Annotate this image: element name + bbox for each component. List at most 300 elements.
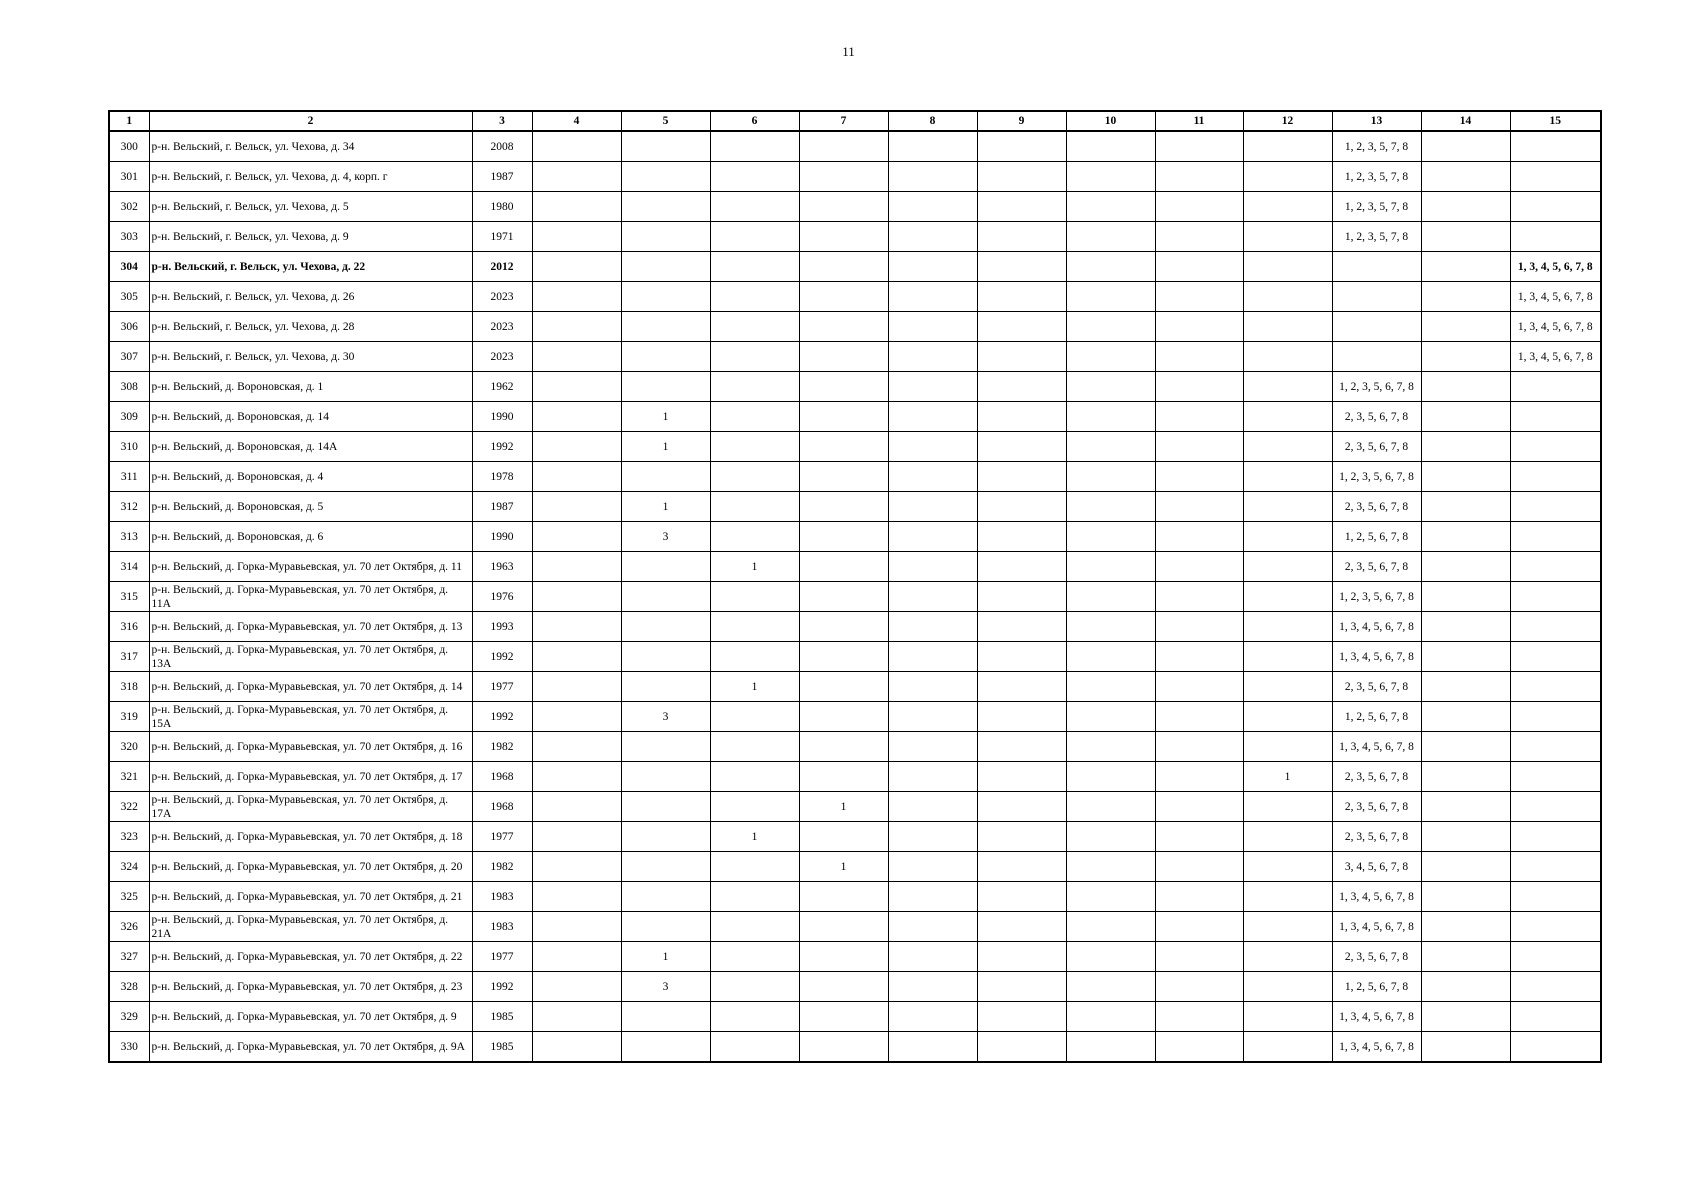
col15-cell <box>1510 672 1601 702</box>
year-cell: 1977 <box>472 942 532 972</box>
col5-cell <box>621 762 710 792</box>
column-header: 5 <box>621 111 710 131</box>
col5-cell: 1 <box>621 432 710 462</box>
col10-cell <box>1066 312 1155 342</box>
col14-cell <box>1421 1002 1510 1032</box>
col7-cell: 1 <box>799 852 888 882</box>
col7-cell <box>799 492 888 522</box>
col11-cell <box>1155 252 1243 282</box>
address-cell: р-н. Вельский, д. Горка-Муравьевская, ул. 70 лет Октября, д. 9 <box>149 1002 472 1032</box>
row-number-cell: 318 <box>109 672 149 702</box>
row-number-cell: 313 <box>109 522 149 552</box>
col11-cell <box>1155 522 1243 552</box>
col15-cell <box>1510 702 1601 732</box>
col9-cell <box>977 672 1066 702</box>
col15-cell <box>1510 762 1601 792</box>
col4-cell <box>532 912 621 942</box>
row-number-cell: 305 <box>109 282 149 312</box>
col9-cell <box>977 1002 1066 1032</box>
column-header: 11 <box>1155 111 1243 131</box>
col5-cell <box>621 222 710 252</box>
registry-body <box>109 131 1601 1062</box>
col12-cell <box>1243 372 1332 402</box>
col5-cell <box>621 642 710 672</box>
col11-cell <box>1155 462 1243 492</box>
col12-cell <box>1243 912 1332 942</box>
col12-cell <box>1243 612 1332 642</box>
col4-cell <box>532 882 621 912</box>
col15-cell <box>1510 852 1601 882</box>
col10-cell <box>1066 852 1155 882</box>
address-cell: р-н. Вельский, д. Горка-Муравьевская, ул. 70 лет Октября, д. 9А <box>149 1032 472 1063</box>
col10-cell <box>1066 192 1155 222</box>
year-cell: 1987 <box>472 162 532 192</box>
table-row <box>109 192 1601 222</box>
col8-cell <box>888 492 977 522</box>
col13-cell: 1, 2, 3, 5, 7, 8 <box>1332 162 1421 192</box>
col8-cell <box>888 792 977 822</box>
col4-cell <box>532 762 621 792</box>
col8-cell <box>888 402 977 432</box>
table-row <box>109 372 1601 402</box>
year-cell: 1992 <box>472 642 532 672</box>
row-number-cell: 317 <box>109 642 149 672</box>
col12-cell <box>1243 192 1332 222</box>
year-cell: 1968 <box>472 792 532 822</box>
col14-cell <box>1421 642 1510 672</box>
col8-cell <box>888 1032 977 1063</box>
year-cell: 2008 <box>472 131 532 162</box>
col13-cell: 1, 3, 4, 5, 6, 7, 8 <box>1332 642 1421 672</box>
col11-cell <box>1155 131 1243 162</box>
col7-cell <box>799 612 888 642</box>
col10-cell <box>1066 342 1155 372</box>
col10-cell <box>1066 702 1155 732</box>
year-cell: 2023 <box>472 342 532 372</box>
col4-cell <box>532 582 621 612</box>
col10-cell <box>1066 492 1155 522</box>
col13-cell: 1, 2, 5, 6, 7, 8 <box>1332 972 1421 1002</box>
table-row <box>109 942 1601 972</box>
col7-cell <box>799 552 888 582</box>
col10-cell <box>1066 462 1155 492</box>
col4-cell <box>532 852 621 882</box>
col5-cell <box>621 162 710 192</box>
address-cell: р-н. Вельский, д. Горка-Муравьевская, ул. 70 лет Октября, д. 16 <box>149 732 472 762</box>
col12-cell <box>1243 462 1332 492</box>
col12-cell <box>1243 522 1332 552</box>
row-number-cell: 322 <box>109 792 149 822</box>
row-number-cell: 311 <box>109 462 149 492</box>
col8-cell <box>888 282 977 312</box>
col6-cell <box>710 882 799 912</box>
row-number-cell: 303 <box>109 222 149 252</box>
col11-cell <box>1155 822 1243 852</box>
col6-cell <box>710 582 799 612</box>
address-cell: р-н. Вельский, г. Вельск, ул. Чехова, д. 9 <box>149 222 472 252</box>
col6-cell <box>710 402 799 432</box>
col14-cell <box>1421 612 1510 642</box>
col10-cell <box>1066 642 1155 672</box>
table-row <box>109 252 1601 282</box>
col6-cell <box>710 732 799 762</box>
col4-cell <box>532 732 621 762</box>
col4-cell <box>532 252 621 282</box>
row-number-cell: 310 <box>109 432 149 462</box>
header-row <box>109 111 1601 131</box>
col8-cell <box>888 252 977 282</box>
col15-cell <box>1510 192 1601 222</box>
col11-cell <box>1155 612 1243 642</box>
col11-cell <box>1155 1002 1243 1032</box>
col15-cell: 1, 3, 4, 5, 6, 7, 8 <box>1510 342 1601 372</box>
col13-cell: 1, 3, 4, 5, 6, 7, 8 <box>1332 1002 1421 1032</box>
col4-cell <box>532 522 621 552</box>
col5-cell <box>621 882 710 912</box>
col13-cell: 2, 3, 5, 6, 7, 8 <box>1332 792 1421 822</box>
col14-cell <box>1421 792 1510 822</box>
table-row <box>109 342 1601 372</box>
col6-cell <box>710 912 799 942</box>
year-cell: 1987 <box>472 492 532 522</box>
col6-cell <box>710 131 799 162</box>
table-row <box>109 792 1601 822</box>
col6-cell <box>710 942 799 972</box>
col4-cell <box>532 702 621 732</box>
col6-cell <box>710 702 799 732</box>
col9-cell <box>977 162 1066 192</box>
col15-cell <box>1510 372 1601 402</box>
col12-cell <box>1243 131 1332 162</box>
col9-cell <box>977 582 1066 612</box>
col11-cell <box>1155 882 1243 912</box>
address-cell: р-н. Вельский, д. Вороновская, д. 6 <box>149 522 472 552</box>
row-number-cell: 315 <box>109 582 149 612</box>
table-row <box>109 462 1601 492</box>
address-cell: р-н. Вельский, д. Горка-Муравьевская, ул. 70 лет Октября, д. 18 <box>149 822 472 852</box>
col6-cell <box>710 972 799 1002</box>
table-row <box>109 822 1601 852</box>
col14-cell <box>1421 342 1510 372</box>
col6-cell <box>710 342 799 372</box>
address-cell: р-н. Вельский, г. Вельск, ул. Чехова, д. 22 <box>149 252 472 282</box>
col11-cell <box>1155 342 1243 372</box>
col10-cell <box>1066 1002 1155 1032</box>
row-number-cell: 309 <box>109 402 149 432</box>
col5-cell <box>621 912 710 942</box>
col5-cell: 1 <box>621 402 710 432</box>
address-cell: р-н. Вельский, д. Горка-Муравьевская, ул. 70 лет Октября, д. 13А <box>149 642 472 672</box>
col13-cell: 1, 3, 4, 5, 6, 7, 8 <box>1332 732 1421 762</box>
col9-cell <box>977 972 1066 1002</box>
col15-cell <box>1510 222 1601 252</box>
col8-cell <box>888 1002 977 1032</box>
col6-cell <box>710 312 799 342</box>
col11-cell <box>1155 432 1243 462</box>
col8-cell <box>888 882 977 912</box>
col11-cell <box>1155 282 1243 312</box>
col4-cell <box>532 372 621 402</box>
col7-cell <box>799 882 888 912</box>
address-cell: р-н. Вельский, д. Горка-Муравьевская, ул. 70 лет Октября, д. 22 <box>149 942 472 972</box>
col12-cell <box>1243 432 1332 462</box>
col14-cell <box>1421 552 1510 582</box>
col5-cell <box>621 462 710 492</box>
col7-cell <box>799 222 888 252</box>
col4-cell <box>532 642 621 672</box>
col14-cell <box>1421 252 1510 282</box>
col4-cell <box>532 282 621 312</box>
table-row <box>109 1002 1601 1032</box>
row-number-cell: 304 <box>109 252 149 282</box>
col5-cell <box>621 852 710 882</box>
table-row <box>109 282 1601 312</box>
col12-cell <box>1243 312 1332 342</box>
col11-cell <box>1155 762 1243 792</box>
col6-cell: 1 <box>710 672 799 702</box>
col8-cell <box>888 612 977 642</box>
column-header: 6 <box>710 111 799 131</box>
col10-cell <box>1066 432 1155 462</box>
year-cell: 2023 <box>472 312 532 342</box>
year-cell: 2012 <box>472 252 532 282</box>
col6-cell <box>710 252 799 282</box>
col9-cell <box>977 792 1066 822</box>
row-number-cell: 312 <box>109 492 149 522</box>
year-cell: 1977 <box>472 672 532 702</box>
col7-cell <box>799 402 888 432</box>
year-cell: 1992 <box>472 432 532 462</box>
col9-cell <box>977 612 1066 642</box>
col9-cell <box>977 192 1066 222</box>
col14-cell <box>1421 822 1510 852</box>
col13-cell: 1, 2, 3, 5, 7, 8 <box>1332 222 1421 252</box>
col13-cell <box>1332 342 1421 372</box>
col10-cell <box>1066 1032 1155 1063</box>
col9-cell <box>977 552 1066 582</box>
col8-cell <box>888 192 977 222</box>
col6-cell <box>710 1032 799 1063</box>
col8-cell <box>888 852 977 882</box>
col8-cell <box>888 702 977 732</box>
row-number-cell: 330 <box>109 1032 149 1063</box>
col11-cell <box>1155 492 1243 522</box>
col13-cell: 1, 3, 4, 5, 6, 7, 8 <box>1332 612 1421 642</box>
col14-cell <box>1421 1032 1510 1063</box>
column-header: 7 <box>799 111 888 131</box>
col5-cell: 1 <box>621 492 710 522</box>
col6-cell <box>710 282 799 312</box>
col10-cell <box>1066 372 1155 402</box>
col11-cell <box>1155 192 1243 222</box>
address-cell: р-н. Вельский, г. Вельск, ул. Чехова, д. 4, корп. г <box>149 162 472 192</box>
col4-cell <box>532 492 621 522</box>
col14-cell <box>1421 492 1510 522</box>
row-number-cell: 301 <box>109 162 149 192</box>
col11-cell <box>1155 672 1243 702</box>
address-cell: р-н. Вельский, г. Вельск, ул. Чехова, д. 5 <box>149 192 472 222</box>
year-cell: 1990 <box>472 522 532 552</box>
col5-cell: 3 <box>621 972 710 1002</box>
address-cell: р-н. Вельский, г. Вельск, ул. Чехова, д. 30 <box>149 342 472 372</box>
col4-cell <box>532 942 621 972</box>
col4-cell <box>532 792 621 822</box>
col12-cell <box>1243 552 1332 582</box>
col7-cell <box>799 162 888 192</box>
col14-cell <box>1421 852 1510 882</box>
table-row <box>109 492 1601 522</box>
address-cell: р-н. Вельский, г. Вельск, ул. Чехова, д. 28 <box>149 312 472 342</box>
col13-cell: 1, 2, 3, 5, 6, 7, 8 <box>1332 462 1421 492</box>
col13-cell <box>1332 312 1421 342</box>
column-header: 3 <box>472 111 532 131</box>
col15-cell <box>1510 612 1601 642</box>
col13-cell: 2, 3, 5, 6, 7, 8 <box>1332 942 1421 972</box>
table-row <box>109 702 1601 732</box>
col12-cell <box>1243 252 1332 282</box>
col10-cell <box>1066 882 1155 912</box>
col7-cell <box>799 822 888 852</box>
column-header: 4 <box>532 111 621 131</box>
col9-cell <box>977 702 1066 732</box>
col12-cell <box>1243 732 1332 762</box>
col9-cell <box>977 492 1066 522</box>
col10-cell <box>1066 822 1155 852</box>
col8-cell <box>888 942 977 972</box>
col6-cell <box>710 462 799 492</box>
col6-cell <box>710 522 799 552</box>
year-cell: 1978 <box>472 462 532 492</box>
address-cell: р-н. Вельский, г. Вельск, ул. Чехова, д. 26 <box>149 282 472 312</box>
col11-cell <box>1155 642 1243 672</box>
col14-cell <box>1421 882 1510 912</box>
col14-cell <box>1421 432 1510 462</box>
table-row <box>109 582 1601 612</box>
col5-cell <box>621 612 710 642</box>
col5-cell: 1 <box>621 942 710 972</box>
col4-cell <box>532 1032 621 1063</box>
col8-cell <box>888 162 977 192</box>
col7-cell <box>799 702 888 732</box>
page-number: 11 <box>842 44 855 59</box>
col8-cell <box>888 462 977 492</box>
col14-cell <box>1421 162 1510 192</box>
row-number-cell: 319 <box>109 702 149 732</box>
col8-cell <box>888 342 977 372</box>
col13-cell: 2, 3, 5, 6, 7, 8 <box>1332 492 1421 522</box>
col6-cell <box>710 432 799 462</box>
table-row <box>109 552 1601 582</box>
column-header: 13 <box>1332 111 1421 131</box>
col7-cell <box>799 131 888 162</box>
row-number-cell: 321 <box>109 762 149 792</box>
col9-cell <box>977 252 1066 282</box>
col8-cell <box>888 732 977 762</box>
col14-cell <box>1421 222 1510 252</box>
col12-cell <box>1243 942 1332 972</box>
column-header: 10 <box>1066 111 1155 131</box>
col13-cell: 2, 3, 5, 6, 7, 8 <box>1332 552 1421 582</box>
address-cell: р-н. Вельский, г. Вельск, ул. Чехова, д. 34 <box>149 131 472 162</box>
col12-cell <box>1243 492 1332 522</box>
col10-cell <box>1066 912 1155 942</box>
address-cell: р-н. Вельский, д. Горка-Муравьевская, ул. 70 лет Октября, д. 11А <box>149 582 472 612</box>
col10-cell <box>1066 972 1155 1002</box>
year-cell: 1962 <box>472 372 532 402</box>
col7-cell <box>799 1032 888 1063</box>
address-cell: р-н. Вельский, д. Вороновская, д. 14А <box>149 432 472 462</box>
table-row <box>109 131 1601 162</box>
col12-cell <box>1243 822 1332 852</box>
col5-cell <box>621 312 710 342</box>
col10-cell <box>1066 282 1155 312</box>
col10-cell <box>1066 252 1155 282</box>
col14-cell <box>1421 282 1510 312</box>
col7-cell <box>799 312 888 342</box>
address-cell: р-н. Вельский, д. Горка-Муравьевская, ул. 70 лет Октября, д. 15А <box>149 702 472 732</box>
col11-cell <box>1155 222 1243 252</box>
col6-cell <box>710 492 799 522</box>
row-number-cell: 316 <box>109 612 149 642</box>
registry-table <box>108 110 1602 1063</box>
col11-cell <box>1155 732 1243 762</box>
col7-cell <box>799 282 888 312</box>
col5-cell <box>621 1002 710 1032</box>
col13-cell <box>1332 252 1421 282</box>
address-cell: р-н. Вельский, д. Горка-Муравьевская, ул. 70 лет Октября, д. 13 <box>149 612 472 642</box>
col13-cell: 1, 3, 4, 5, 6, 7, 8 <box>1332 1032 1421 1063</box>
table-row <box>109 612 1601 642</box>
col4-cell <box>532 972 621 1002</box>
table-row <box>109 222 1601 252</box>
col5-cell: 3 <box>621 702 710 732</box>
row-number-cell: 314 <box>109 552 149 582</box>
col5-cell <box>621 732 710 762</box>
address-cell: р-н. Вельский, д. Горка-Муравьевская, ул. 70 лет Октября, д. 20 <box>149 852 472 882</box>
col8-cell <box>888 582 977 612</box>
col12-cell <box>1243 852 1332 882</box>
col15-cell <box>1510 462 1601 492</box>
col5-cell <box>621 131 710 162</box>
table-row <box>109 432 1601 462</box>
col15-cell: 1, 3, 4, 5, 6, 7, 8 <box>1510 282 1601 312</box>
col9-cell <box>977 372 1066 402</box>
col7-cell <box>799 942 888 972</box>
col9-cell <box>977 822 1066 852</box>
col15-cell <box>1510 432 1601 462</box>
col11-cell <box>1155 1032 1243 1063</box>
col8-cell <box>888 552 977 582</box>
col11-cell <box>1155 372 1243 402</box>
col4-cell <box>532 552 621 582</box>
col4-cell <box>532 342 621 372</box>
col12-cell <box>1243 1002 1332 1032</box>
col5-cell: 3 <box>621 522 710 552</box>
col7-cell <box>799 192 888 222</box>
col15-cell <box>1510 822 1601 852</box>
row-number-cell: 320 <box>109 732 149 762</box>
col15-cell <box>1510 582 1601 612</box>
col4-cell <box>532 162 621 192</box>
table-row <box>109 732 1601 762</box>
col10-cell <box>1066 162 1155 192</box>
row-number-cell: 326 <box>109 912 149 942</box>
col10-cell <box>1066 762 1155 792</box>
col13-cell: 2, 3, 5, 6, 7, 8 <box>1332 672 1421 702</box>
col7-cell <box>799 732 888 762</box>
col5-cell <box>621 582 710 612</box>
col7-cell <box>799 372 888 402</box>
